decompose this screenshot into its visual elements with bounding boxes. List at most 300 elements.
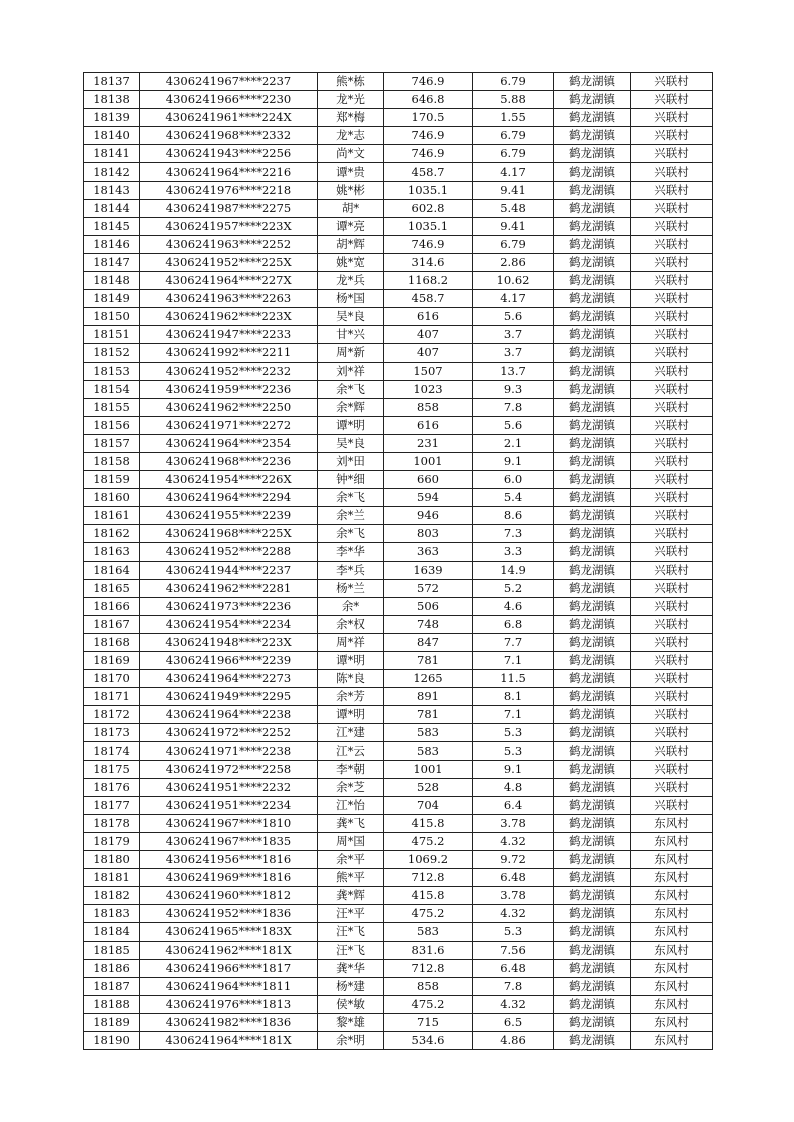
id-number-cell: 4306241957****223X	[140, 217, 318, 235]
serial-number-cell: 18137	[84, 73, 140, 91]
table-row	[84, 145, 713, 163]
amount-cell: 1639	[384, 561, 473, 579]
id-number-cell: 4306241944****2237	[140, 561, 318, 579]
amount-cell: 363	[384, 543, 473, 561]
town-cell: 鹤龙湖镇	[554, 597, 631, 615]
town-cell: 鹤龙湖镇	[554, 995, 631, 1013]
village-cell: 兴联村	[631, 706, 713, 724]
name-cell: 李*华	[318, 543, 384, 561]
area-cell: 4.8	[473, 778, 554, 796]
amount-cell: 572	[384, 579, 473, 597]
area-cell: 5.48	[473, 199, 554, 217]
amount-cell: 746.9	[384, 235, 473, 253]
amount-cell: 803	[384, 525, 473, 543]
table-row	[84, 977, 713, 995]
town-cell: 鹤龙湖镇	[554, 1013, 631, 1031]
town-cell: 鹤龙湖镇	[554, 199, 631, 217]
amount-cell: 415.8	[384, 887, 473, 905]
amount-cell: 847	[384, 633, 473, 651]
name-cell: 黎*雄	[318, 1013, 384, 1031]
town-cell: 鹤龙湖镇	[554, 1031, 631, 1049]
amount-cell: 458.7	[384, 163, 473, 181]
village-cell: 兴联村	[631, 796, 713, 814]
table-row	[84, 724, 713, 742]
area-cell: 7.1	[473, 652, 554, 670]
id-number-cell: 4306241951****2234	[140, 796, 318, 814]
area-cell: 7.56	[473, 941, 554, 959]
amount-cell: 1001	[384, 760, 473, 778]
serial-number-cell: 18179	[84, 832, 140, 850]
village-cell: 东风村	[631, 923, 713, 941]
serial-number-cell: 18169	[84, 652, 140, 670]
serial-number-cell: 18180	[84, 851, 140, 869]
id-number-cell: 4306241967****2237	[140, 73, 318, 91]
area-cell: 9.1	[473, 452, 554, 470]
id-number-cell: 4306241968****225X	[140, 525, 318, 543]
table-row	[84, 398, 713, 416]
town-cell: 鹤龙湖镇	[554, 272, 631, 290]
name-cell: 胡*	[318, 199, 384, 217]
amount-cell: 1069.2	[384, 851, 473, 869]
amount-cell: 712.8	[384, 959, 473, 977]
table-row	[84, 832, 713, 850]
area-cell: 6.79	[473, 127, 554, 145]
name-cell: 杨*建	[318, 977, 384, 995]
table-row	[84, 235, 713, 253]
area-cell: 3.3	[473, 543, 554, 561]
village-cell: 兴联村	[631, 452, 713, 470]
town-cell: 鹤龙湖镇	[554, 742, 631, 760]
name-cell: 周*国	[318, 832, 384, 850]
id-number-cell: 4306241966****2239	[140, 652, 318, 670]
town-cell: 鹤龙湖镇	[554, 923, 631, 941]
id-number-cell: 4306241956****1816	[140, 851, 318, 869]
town-cell: 鹤龙湖镇	[554, 163, 631, 181]
name-cell: 江*怡	[318, 796, 384, 814]
area-cell: 9.41	[473, 181, 554, 199]
name-cell: 姚*彬	[318, 181, 384, 199]
town-cell: 鹤龙湖镇	[554, 832, 631, 850]
town-cell: 鹤龙湖镇	[554, 778, 631, 796]
name-cell: 胡*辉	[318, 235, 384, 253]
id-number-cell: 4306241964****2294	[140, 489, 318, 507]
amount-cell: 858	[384, 977, 473, 995]
village-cell: 兴联村	[631, 217, 713, 235]
amount-cell: 475.2	[384, 905, 473, 923]
area-cell: 5.6	[473, 308, 554, 326]
id-number-cell: 4306241992****2211	[140, 344, 318, 362]
amount-cell: 946	[384, 507, 473, 525]
amount-cell: 602.8	[384, 199, 473, 217]
serial-number-cell: 18155	[84, 398, 140, 416]
area-cell: 9.3	[473, 380, 554, 398]
id-number-cell: 4306241971****2238	[140, 742, 318, 760]
area-cell: 5.3	[473, 724, 554, 742]
amount-cell: 616	[384, 416, 473, 434]
area-cell: 7.7	[473, 633, 554, 651]
table-row	[84, 217, 713, 235]
table-row	[84, 181, 713, 199]
village-cell: 兴联村	[631, 398, 713, 416]
town-cell: 鹤龙湖镇	[554, 724, 631, 742]
table-row	[84, 995, 713, 1013]
town-cell: 鹤龙湖镇	[554, 851, 631, 869]
table-row	[84, 199, 713, 217]
name-cell: 杨*国	[318, 290, 384, 308]
name-cell: 龚*辉	[318, 887, 384, 905]
area-cell: 7.1	[473, 706, 554, 724]
name-cell: 谭*贵	[318, 163, 384, 181]
area-cell: 5.3	[473, 923, 554, 941]
town-cell: 鹤龙湖镇	[554, 507, 631, 525]
area-cell: 13.7	[473, 362, 554, 380]
village-cell: 兴联村	[631, 235, 713, 253]
amount-cell: 891	[384, 688, 473, 706]
serial-number-cell: 18143	[84, 181, 140, 199]
amount-cell: 831.6	[384, 941, 473, 959]
table-row	[84, 796, 713, 814]
name-cell: 侯*敏	[318, 995, 384, 1013]
village-cell: 东风村	[631, 1013, 713, 1031]
town-cell: 鹤龙湖镇	[554, 91, 631, 109]
town-cell: 鹤龙湖镇	[554, 471, 631, 489]
village-cell: 兴联村	[631, 742, 713, 760]
table-row	[84, 344, 713, 362]
id-number-cell: 4306241947****2233	[140, 326, 318, 344]
amount-cell: 407	[384, 344, 473, 362]
serial-number-cell: 18160	[84, 489, 140, 507]
id-number-cell: 4306241952****225X	[140, 253, 318, 271]
id-number-cell: 4306241969****1816	[140, 869, 318, 887]
town-cell: 鹤龙湖镇	[554, 235, 631, 253]
serial-number-cell: 18173	[84, 724, 140, 742]
village-cell: 兴联村	[631, 633, 713, 651]
table-row	[84, 73, 713, 91]
town-cell: 鹤龙湖镇	[554, 344, 631, 362]
serial-number-cell: 18146	[84, 235, 140, 253]
amount-cell: 746.9	[384, 127, 473, 145]
town-cell: 鹤龙湖镇	[554, 543, 631, 561]
name-cell: 熊*栋	[318, 73, 384, 91]
name-cell: 刘*祥	[318, 362, 384, 380]
id-number-cell: 4306241976****1813	[140, 995, 318, 1013]
serial-number-cell: 18174	[84, 742, 140, 760]
id-number-cell: 4306241963****2252	[140, 235, 318, 253]
id-number-cell: 4306241962****223X	[140, 308, 318, 326]
name-cell: 郑*梅	[318, 109, 384, 127]
id-number-cell: 4306241987****2275	[140, 199, 318, 217]
name-cell: 杨*兰	[318, 579, 384, 597]
serial-number-cell: 18172	[84, 706, 140, 724]
name-cell: 余*权	[318, 615, 384, 633]
area-cell: 7.8	[473, 977, 554, 995]
serial-number-cell: 18181	[84, 869, 140, 887]
village-cell: 兴联村	[631, 199, 713, 217]
amount-cell: 715	[384, 1013, 473, 1031]
table-row	[84, 778, 713, 796]
area-cell: 7.3	[473, 525, 554, 543]
village-cell: 兴联村	[631, 326, 713, 344]
name-cell: 谭*亮	[318, 217, 384, 235]
serial-number-cell: 18182	[84, 887, 140, 905]
name-cell: 谭*明	[318, 652, 384, 670]
data-table	[83, 72, 713, 1050]
serial-number-cell: 18177	[84, 796, 140, 814]
id-number-cell: 4306241955****2239	[140, 507, 318, 525]
serial-number-cell: 18164	[84, 561, 140, 579]
table-row	[84, 362, 713, 380]
name-cell: 龙*兵	[318, 272, 384, 290]
name-cell: 谭*明	[318, 706, 384, 724]
table-row	[84, 326, 713, 344]
serial-number-cell: 18189	[84, 1013, 140, 1031]
town-cell: 鹤龙湖镇	[554, 579, 631, 597]
table-row	[84, 272, 713, 290]
area-cell: 3.78	[473, 814, 554, 832]
amount-cell: 1507	[384, 362, 473, 380]
amount-cell: 781	[384, 706, 473, 724]
amount-cell: 534.6	[384, 1031, 473, 1049]
table-row	[84, 1031, 713, 1049]
name-cell: 龚*华	[318, 959, 384, 977]
village-cell: 兴联村	[631, 127, 713, 145]
name-cell: 吴*良	[318, 434, 384, 452]
serial-number-cell: 18175	[84, 760, 140, 778]
serial-number-cell: 18141	[84, 145, 140, 163]
id-number-cell: 4306241961****224X	[140, 109, 318, 127]
name-cell: 周*新	[318, 344, 384, 362]
village-cell: 兴联村	[631, 163, 713, 181]
amount-cell: 231	[384, 434, 473, 452]
serial-number-cell: 18151	[84, 326, 140, 344]
area-cell: 14.9	[473, 561, 554, 579]
village-cell: 兴联村	[631, 489, 713, 507]
name-cell: 谭*明	[318, 416, 384, 434]
town-cell: 鹤龙湖镇	[554, 127, 631, 145]
name-cell: 余*	[318, 597, 384, 615]
id-number-cell: 4306241964****2216	[140, 163, 318, 181]
id-number-cell: 4306241967****1835	[140, 832, 318, 850]
serial-number-cell: 18159	[84, 471, 140, 489]
table-row	[84, 163, 713, 181]
id-number-cell: 4306241943****2256	[140, 145, 318, 163]
id-number-cell: 4306241959****2236	[140, 380, 318, 398]
name-cell: 余*飞	[318, 525, 384, 543]
town-cell: 鹤龙湖镇	[554, 615, 631, 633]
area-cell: 11.5	[473, 670, 554, 688]
table-row	[84, 579, 713, 597]
area-cell: 10.62	[473, 272, 554, 290]
name-cell: 钟*细	[318, 471, 384, 489]
id-number-cell: 4306241982****1836	[140, 1013, 318, 1031]
table-row	[84, 597, 713, 615]
town-cell: 鹤龙湖镇	[554, 977, 631, 995]
village-cell: 东风村	[631, 814, 713, 832]
village-cell: 东风村	[631, 941, 713, 959]
area-cell: 9.72	[473, 851, 554, 869]
serial-number-cell: 18152	[84, 344, 140, 362]
village-cell: 兴联村	[631, 724, 713, 742]
town-cell: 鹤龙湖镇	[554, 633, 631, 651]
village-cell: 兴联村	[631, 652, 713, 670]
serial-number-cell: 18183	[84, 905, 140, 923]
town-cell: 鹤龙湖镇	[554, 217, 631, 235]
area-cell: 4.86	[473, 1031, 554, 1049]
town-cell: 鹤龙湖镇	[554, 869, 631, 887]
area-cell: 4.32	[473, 905, 554, 923]
id-number-cell: 4306241972****2258	[140, 760, 318, 778]
area-cell: 3.7	[473, 344, 554, 362]
table-row	[84, 851, 713, 869]
serial-number-cell: 18167	[84, 615, 140, 633]
town-cell: 鹤龙湖镇	[554, 561, 631, 579]
serial-number-cell: 18166	[84, 597, 140, 615]
id-number-cell: 4306241954****2234	[140, 615, 318, 633]
amount-cell: 415.8	[384, 814, 473, 832]
town-cell: 鹤龙湖镇	[554, 290, 631, 308]
town-cell: 鹤龙湖镇	[554, 760, 631, 778]
serial-number-cell: 18142	[84, 163, 140, 181]
id-number-cell: 4306241966****2230	[140, 91, 318, 109]
amount-cell: 458.7	[384, 290, 473, 308]
serial-number-cell: 18171	[84, 688, 140, 706]
town-cell: 鹤龙湖镇	[554, 398, 631, 416]
serial-number-cell: 18161	[84, 507, 140, 525]
amount-cell: 746.9	[384, 73, 473, 91]
area-cell: 5.3	[473, 742, 554, 760]
area-cell: 9.41	[473, 217, 554, 235]
serial-number-cell: 18176	[84, 778, 140, 796]
town-cell: 鹤龙湖镇	[554, 706, 631, 724]
serial-number-cell: 18162	[84, 525, 140, 543]
serial-number-cell: 18149	[84, 290, 140, 308]
serial-number-cell: 18187	[84, 977, 140, 995]
amount-cell: 660	[384, 471, 473, 489]
serial-number-cell: 18165	[84, 579, 140, 597]
name-cell: 甘*兴	[318, 326, 384, 344]
serial-number-cell: 18140	[84, 127, 140, 145]
area-cell: 6.48	[473, 869, 554, 887]
village-cell: 东风村	[631, 887, 713, 905]
village-cell: 兴联村	[631, 109, 713, 127]
area-cell: 6.79	[473, 73, 554, 91]
area-cell: 9.1	[473, 760, 554, 778]
amount-cell: 1265	[384, 670, 473, 688]
area-cell: 4.17	[473, 290, 554, 308]
id-number-cell: 4306241968****2332	[140, 127, 318, 145]
village-cell: 兴联村	[631, 73, 713, 91]
amount-cell: 314.6	[384, 253, 473, 271]
table-row	[84, 308, 713, 326]
amount-cell: 1023	[384, 380, 473, 398]
amount-cell: 781	[384, 652, 473, 670]
name-cell: 余*芳	[318, 688, 384, 706]
area-cell: 6.48	[473, 959, 554, 977]
id-number-cell: 4306241952****1836	[140, 905, 318, 923]
id-number-cell: 4306241951****2232	[140, 778, 318, 796]
village-cell: 兴联村	[631, 507, 713, 525]
name-cell: 余*芝	[318, 778, 384, 796]
area-cell: 6.4	[473, 796, 554, 814]
village-cell: 兴联村	[631, 778, 713, 796]
name-cell: 江*云	[318, 742, 384, 760]
town-cell: 鹤龙湖镇	[554, 253, 631, 271]
area-cell: 6.5	[473, 1013, 554, 1031]
serial-number-cell: 18144	[84, 199, 140, 217]
table-row	[84, 742, 713, 760]
serial-number-cell: 18150	[84, 308, 140, 326]
village-cell: 兴联村	[631, 688, 713, 706]
name-cell: 汪*飞	[318, 923, 384, 941]
village-cell: 兴联村	[631, 434, 713, 452]
serial-number-cell: 18186	[84, 959, 140, 977]
area-cell: 6.79	[473, 145, 554, 163]
name-cell: 龙*光	[318, 91, 384, 109]
area-cell: 8.6	[473, 507, 554, 525]
table-row	[84, 452, 713, 470]
id-number-cell: 4306241954****226X	[140, 471, 318, 489]
amount-cell: 594	[384, 489, 473, 507]
table-row	[84, 471, 713, 489]
id-number-cell: 4306241966****1817	[140, 959, 318, 977]
name-cell: 余*兰	[318, 507, 384, 525]
serial-number-cell: 18138	[84, 91, 140, 109]
town-cell: 鹤龙湖镇	[554, 525, 631, 543]
id-number-cell: 4306241971****2272	[140, 416, 318, 434]
table-row	[84, 688, 713, 706]
village-cell: 兴联村	[631, 181, 713, 199]
table-row	[84, 706, 713, 724]
table-row	[84, 561, 713, 579]
table-row	[84, 670, 713, 688]
village-cell: 兴联村	[631, 543, 713, 561]
village-cell: 东风村	[631, 959, 713, 977]
town-cell: 鹤龙湖镇	[554, 145, 631, 163]
table-row	[84, 380, 713, 398]
village-cell: 兴联村	[631, 145, 713, 163]
name-cell: 吴*良	[318, 308, 384, 326]
id-number-cell: 4306241952****2288	[140, 543, 318, 561]
id-number-cell: 4306241948****223X	[140, 633, 318, 651]
town-cell: 鹤龙湖镇	[554, 416, 631, 434]
amount-cell: 528	[384, 778, 473, 796]
amount-cell: 1168.2	[384, 272, 473, 290]
id-number-cell: 4306241962****181X	[140, 941, 318, 959]
town-cell: 鹤龙湖镇	[554, 326, 631, 344]
table-row	[84, 543, 713, 561]
id-number-cell: 4306241960****1812	[140, 887, 318, 905]
town-cell: 鹤龙湖镇	[554, 670, 631, 688]
town-cell: 鹤龙湖镇	[554, 73, 631, 91]
village-cell: 兴联村	[631, 579, 713, 597]
amount-cell: 748	[384, 615, 473, 633]
village-cell: 兴联村	[631, 597, 713, 615]
town-cell: 鹤龙湖镇	[554, 796, 631, 814]
serial-number-cell: 18190	[84, 1031, 140, 1049]
name-cell: 姚*宽	[318, 253, 384, 271]
name-cell: 余*明	[318, 1031, 384, 1049]
table-row	[84, 434, 713, 452]
serial-number-cell: 18188	[84, 995, 140, 1013]
town-cell: 鹤龙湖镇	[554, 959, 631, 977]
id-number-cell: 4306241949****2295	[140, 688, 318, 706]
village-cell: 兴联村	[631, 525, 713, 543]
area-cell: 4.6	[473, 597, 554, 615]
amount-cell: 858	[384, 398, 473, 416]
village-cell: 东风村	[631, 995, 713, 1013]
name-cell: 刘*田	[318, 452, 384, 470]
serial-number-cell: 18157	[84, 434, 140, 452]
